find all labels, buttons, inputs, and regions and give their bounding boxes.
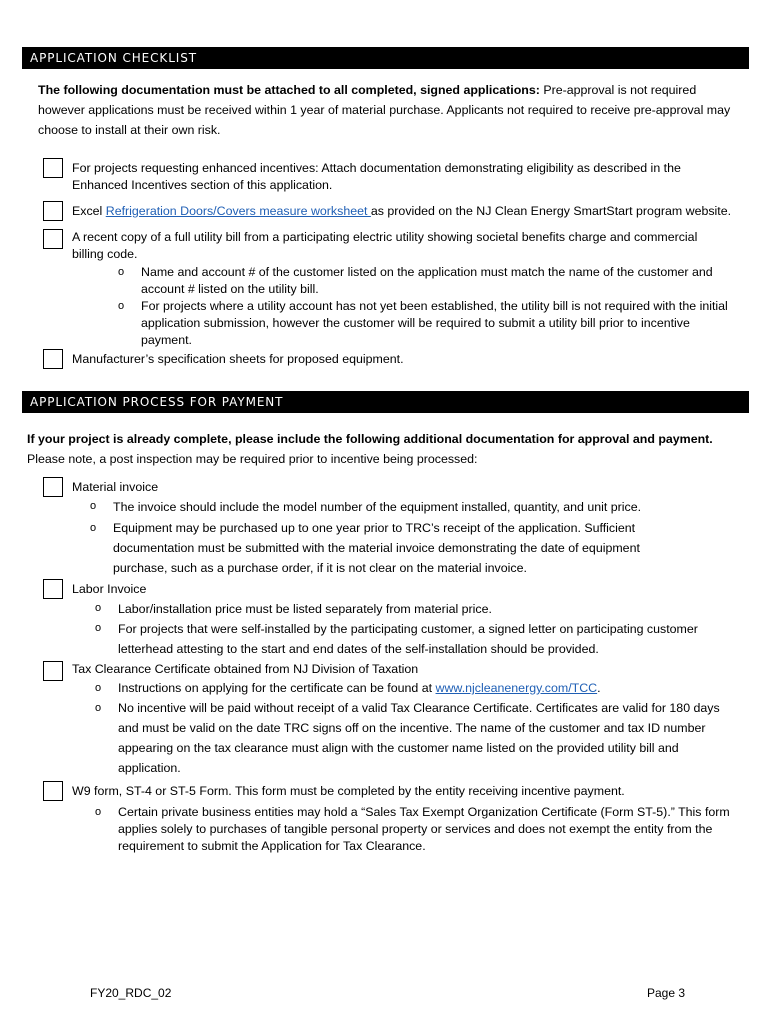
item-utility-bill: A recent copy of a full utility bill from a participating electric utility showing societal benefits charge and commercial billing code. — [72, 230, 698, 261]
checkbox-spec-sheets[interactable] — [43, 349, 63, 369]
checkbox-excel-worksheet[interactable] — [43, 201, 63, 221]
bullet-marker: o — [90, 522, 97, 534]
subitem-self-installed: For projects that were self-installed by the participating customer, a signed letter on participating customer letterhead attesting to the start and end dates of the self-installation should be provided. — [118, 622, 698, 656]
payment-intro — [27, 429, 747, 469]
item-spec-sheets: Manufacturer’s specification sheets for proposed equipment. — [72, 352, 404, 366]
item-tax-clearance: Tax Clearance Certificate obtained from NJ Division of Taxation — [72, 662, 419, 676]
bullet-marker: o — [95, 622, 102, 634]
item-material-invoice: Material invoice — [72, 480, 159, 494]
checkbox-w9-form[interactable] — [43, 781, 63, 801]
worksheet-link[interactable]: Refrigeration Doors/Covers measure worksheet — [105, 204, 371, 218]
bullet-marker: o — [118, 266, 125, 278]
payment-intro-text: Please note, a post inspection may be required prior to incentive being processed: — [27, 452, 478, 466]
checkbox-tax-clearance[interactable] — [43, 661, 63, 681]
section-header-payment-process: APPLICATION PROCESS FOR PAYMENT — [22, 391, 749, 413]
payment-intro-bold: If your project is already complete, please include the following additional documentation for approval and payment. — [27, 432, 713, 446]
section-header-application-checklist: APPLICATION CHECKLIST — [22, 47, 749, 69]
subitem-tcc-instructions — [118, 678, 728, 698]
checkbox-labor-invoice[interactable] — [43, 579, 63, 599]
subitem-tcc-validity: No incentive will be paid without receipt of a valid Tax Clearance Certificate. Certificates are valid for 180 days and must be valid on the date TRC signs off on the incentive. The name of the customer and tax ID number appearing on the tax clearance must align with the customer name listed on the provided utility bill and application. — [118, 701, 720, 775]
subitem-invoice-details: The invoice should include the model number of the equipment installed, quantity, and unit price. — [113, 500, 642, 514]
bullet-marker: o — [95, 682, 102, 694]
subitem-account-match: Name and account # of the customer listed on the application must match the name of the customer and account # listed on the utility bill. — [141, 265, 713, 296]
footer-form-code: FY20_RDC_02 — [90, 986, 172, 1000]
bullet-marker: o — [95, 806, 102, 818]
checkbox-material-invoice[interactable] — [43, 477, 63, 497]
subitem-purchase-window: Equipment may be purchased up to one year prior to TRC’s receipt of the application. Sufficient documentation must be submitted with the material invoice demonstrating the date of equipment purchase, such as a purchase order, if it is not clear on the material invoice. — [113, 521, 640, 575]
checklist-intro — [38, 80, 738, 140]
checklist-intro-bold: The following documentation must be attached to all completed, signed applications: — [38, 83, 540, 97]
checkbox-enhanced-incentives[interactable] — [43, 158, 63, 178]
checklist-intro-text: Pre-approval is not required however applications must be received within 1 year of material purchase. Applicants not required to receive pre-approval may choose to install at their own risk. — [38, 83, 731, 137]
item-excel-prefix: Excel — [72, 204, 106, 218]
bullet-marker: o — [118, 300, 125, 312]
subitem-labor-price: Labor/installation price must be listed separately from material price. — [118, 602, 492, 616]
checkbox-utility-bill[interactable] — [43, 229, 63, 249]
bullet-marker: o — [90, 500, 97, 512]
bullet-marker: o — [95, 702, 102, 714]
tcc-instructions-text: Instructions on applying for the certificate can be found at — [118, 681, 436, 695]
item-excel-worksheet — [72, 203, 732, 220]
bullet-marker: o — [95, 602, 102, 614]
item-w9-form: W9 form, ST-4 or ST-5 Form. This form must be completed by the entity receiving incentive payment. — [72, 784, 625, 798]
item-labor-invoice: Labor Invoice — [72, 582, 147, 596]
item-enhanced-incentives: For projects requesting enhanced incentives: Attach documentation demonstrating eligibility as described in the Enhanced Incentives section of this application. — [72, 161, 681, 192]
tcc-instructions-period: . — [597, 681, 601, 695]
subitem-st5-certificate: Certain private business entities may hold a “Sales Tax Exempt Organization Certificate (Form ST-5).” This form applies solely to purchases of tangible personal property or services and does not exempt the entity from the requirement to submit the Application for Tax Clearance. — [118, 805, 730, 853]
subitem-no-utility-account: For projects where a utility account has not yet been established, the utility bill is not required with the initial application submission, however the customer will be required to submit a utility bill prior to incentive payment. — [141, 299, 728, 347]
item-excel-suffix: as provided on the NJ Clean Energy SmartStart program website. — [370, 204, 732, 218]
footer-page-number: Page 3 — [647, 986, 686, 1000]
tcc-link[interactable]: www.njcleanenergy.com/TCC — [435, 681, 598, 695]
